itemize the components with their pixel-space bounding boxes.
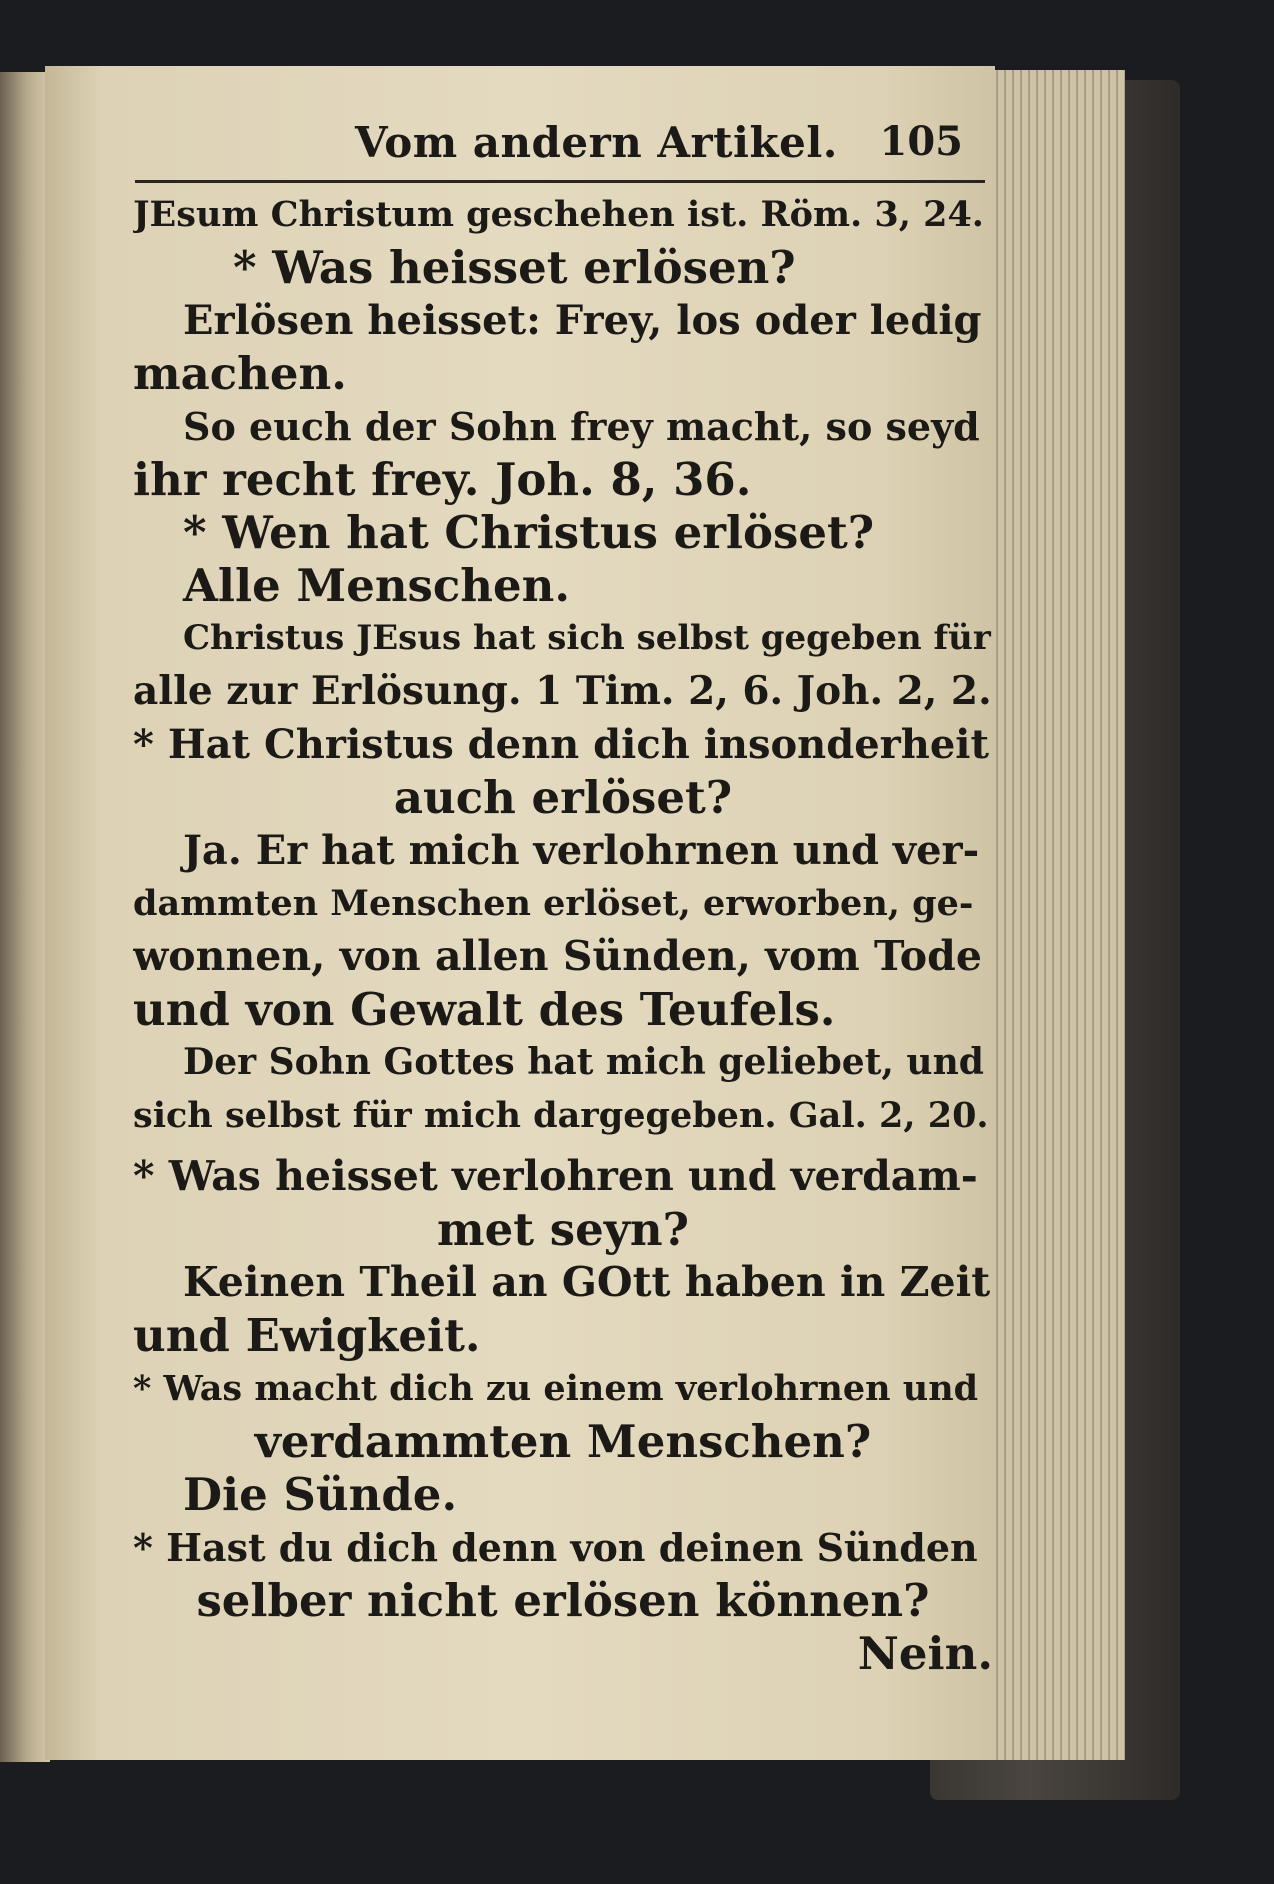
question-line: * Hat Christus denn dich insonderheit [133,721,989,768]
question-line: met seyn? [437,1203,689,1256]
question-line: * Was heisset erlösen? [233,241,796,294]
page-number: 105 [879,118,963,165]
scripture-line: sich selbst für mich dargegeben. Gal. 2, 20. [133,1095,989,1136]
text-line: machen. [133,347,347,400]
answer-line: und Ewigkeit. [133,1309,481,1362]
scripture-line: alle zur Erlösung. 1 Tim. 2, 6. Joh. 2, 2. [133,668,992,714]
text-line: JEsum Christum geschehen ist. Röm. 3, 24. [133,194,984,235]
answer-line: dammten Menschen erlöset, erworben, ge- [133,883,974,924]
book-page [45,66,995,1760]
answer-line: Erlösen heisset: Frey, los oder ledig [183,297,982,344]
facing-page-edge [0,72,50,1762]
question-line: * Hast du dich denn von deinen Sünden [133,1525,978,1570]
page-edges [975,70,1125,1760]
page-header [137,110,985,176]
question-line: auch erlöset? [393,771,733,824]
answer-line: Ja. Er hat mich verlohrnen und ver- [183,827,980,874]
header-rule [135,180,985,183]
answer-line: wonnen, von allen Sünden, vom Tode [133,932,982,980]
scripture-line: Christus JEsus hat sich selbst gegeben für [183,618,991,658]
answer-line: Alle Menschen. [183,559,571,612]
question-line: * Wen hat Christus erlöset? [183,506,875,559]
answer-line: Die Sünde. [183,1468,458,1521]
question-line: * Was macht dich zu einem verlohrnen und [133,1368,979,1409]
answer-line: und von Gewalt des Teufels. [133,983,836,1036]
catchword: Nein. [857,1627,993,1680]
scripture-line: ihr recht frey. Joh. 8, 36. [133,453,752,506]
page-body [133,188,993,1680]
answer-line: Keinen Theil an GOtt haben in Zeit [183,1258,991,1306]
question-line: selber nicht erlösen können? [196,1574,930,1627]
question-line: verdammten Menschen? [254,1415,872,1468]
scripture-line: Der Sohn Gottes hat mich geliebet, und [183,1041,984,1083]
running-title: Vom andern Artikel. [355,118,838,167]
scripture-line: So euch der Sohn frey macht, so seyd [183,404,980,449]
question-line: * Was heisset verlohren und verdam- [133,1152,978,1200]
